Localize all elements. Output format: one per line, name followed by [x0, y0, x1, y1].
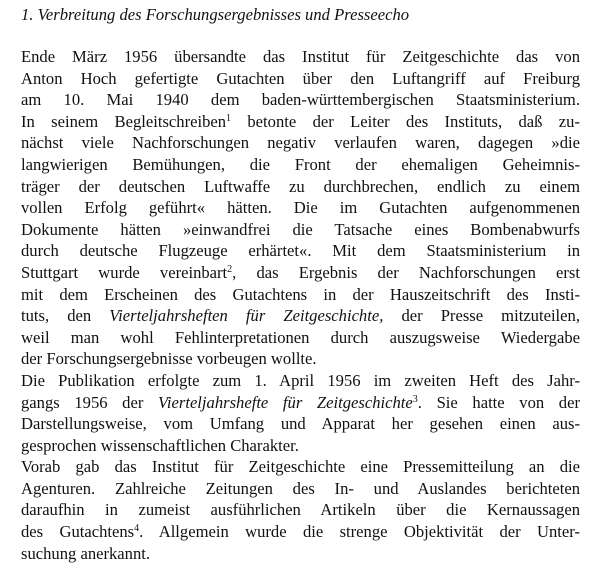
text-segment: nächst viele Nachforschungen negativ verlaufen waren, dagegen »die [21, 133, 580, 153]
text-segment: betonte der Leiter des Instituts, daß zu- [231, 111, 580, 131]
text-segment: des Gutachtens [21, 522, 135, 542]
text-line [21, 219, 580, 241]
text-segment: suchung anerkannt. [21, 543, 151, 563]
text-line [21, 176, 580, 198]
text-segment: der Presse mitzuteilen, [383, 306, 580, 326]
text-line [21, 284, 580, 306]
text-segment: gangs 1956 der [21, 392, 158, 412]
text-segment: weil man wohl Fehlinterpretationen durch auszugsweise Wiedergabe [21, 327, 580, 347]
text-line [21, 46, 580, 68]
text-segment: mit dem Erscheinen des Gutachtens in der Hauszeitschrift des Insti- [21, 284, 580, 304]
text-line [21, 543, 580, 565]
paragraph [21, 456, 580, 564]
text-segment: daraufhin in zumeist ausführlichen Artikeln über die Kernaussagen [21, 500, 580, 520]
journal-title: Vierteljahrsheften für Zeitgeschichte, [109, 306, 384, 326]
paragraph [21, 370, 580, 456]
text-line [21, 478, 580, 500]
text-segment: Agenturen. Zahlreiche Zeitungen des In- und Auslandes berichteten [21, 478, 580, 498]
text-segment: , das Ergebnis der Nachforschungen erst [232, 262, 581, 282]
text-segment: Anton Hoch gefertigte Gutachten über den Luftangriff auf Freiburg [21, 68, 580, 88]
text-line [21, 499, 580, 521]
section-heading: 1. Verbreitung des Forschungsergebnisses und Presseecho [21, 5, 410, 24]
text-segment: vollen Erfolg geführt« hätten. Die im Gutachten aufgenommenen [21, 198, 580, 218]
text-line [21, 132, 580, 154]
text-line [21, 111, 580, 133]
text-line [21, 370, 580, 392]
text-segment: . Allgemein wurde die strenge Objektivität der Unter- [139, 522, 580, 542]
text-segment: Ende März 1956 übersandte das Institut für Zeitgeschichte das von [21, 47, 580, 66]
text-line [21, 154, 580, 176]
text-segment: Die Publikation erfolgte zum 1. April 1956 im zweiten Heft des Jahr- [21, 370, 580, 390]
page [21, 4, 580, 564]
text-line [21, 327, 580, 349]
footnote-marker: 2 [227, 263, 233, 275]
text-segment: durch deutsche Flugzeuge erhärtet«. Mit dem Staatsministerium in [21, 241, 580, 261]
text-segment: der Forschungsergebnisse vorbeugen wollte. [21, 349, 317, 369]
text-line [21, 305, 580, 327]
text-segment: Darstellungsweise, vom Umfang und Apparat her gesehen einen aus- [21, 414, 580, 434]
text-segment: gesprochen wissenschaftlichen Charakter. [21, 435, 299, 455]
text-segment: Vorab gab das Institut für Zeitgeschichte eine Pressemitteilung an die [21, 457, 580, 477]
footnote-marker: 3 [412, 393, 418, 405]
text-line [21, 89, 580, 111]
footnote-marker: 1 [226, 112, 232, 124]
text-segment: Stuttgart wurde vereinbart [21, 262, 228, 282]
footnote-marker: 4 [134, 523, 140, 535]
text-segment: In seinem Begleitschreiben [21, 111, 227, 131]
text-line [21, 435, 580, 457]
text-line [21, 521, 580, 543]
text-line [21, 392, 580, 414]
paragraph [21, 46, 580, 370]
text-line [21, 456, 580, 478]
text-line [21, 348, 580, 370]
text-line [21, 413, 580, 435]
text-segment: Dokumente hätten »einwandfrei die Tatsache eines Bombenabwurfs [21, 219, 580, 239]
journal-title: Vierteljahrshefte für Zeitgeschichte [158, 392, 413, 412]
text-line [21, 262, 580, 284]
text-line [21, 240, 580, 262]
text-segment: langwierigen Bemühungen, die Front der ehemaligen Geheimnis- [21, 154, 580, 174]
text-segment: träger der deutschen Luftwaffe zu durchbrechen, endlich zu einem [21, 176, 580, 196]
body-text [21, 46, 580, 564]
text-segment: . Sie hatte von der [417, 392, 580, 412]
text-segment: am 10. Mai 1940 dem baden-württembergischen Staatsministerium. [21, 90, 580, 110]
text-line [21, 68, 580, 90]
text-segment: tuts, den [21, 306, 110, 326]
text-line [21, 197, 580, 219]
